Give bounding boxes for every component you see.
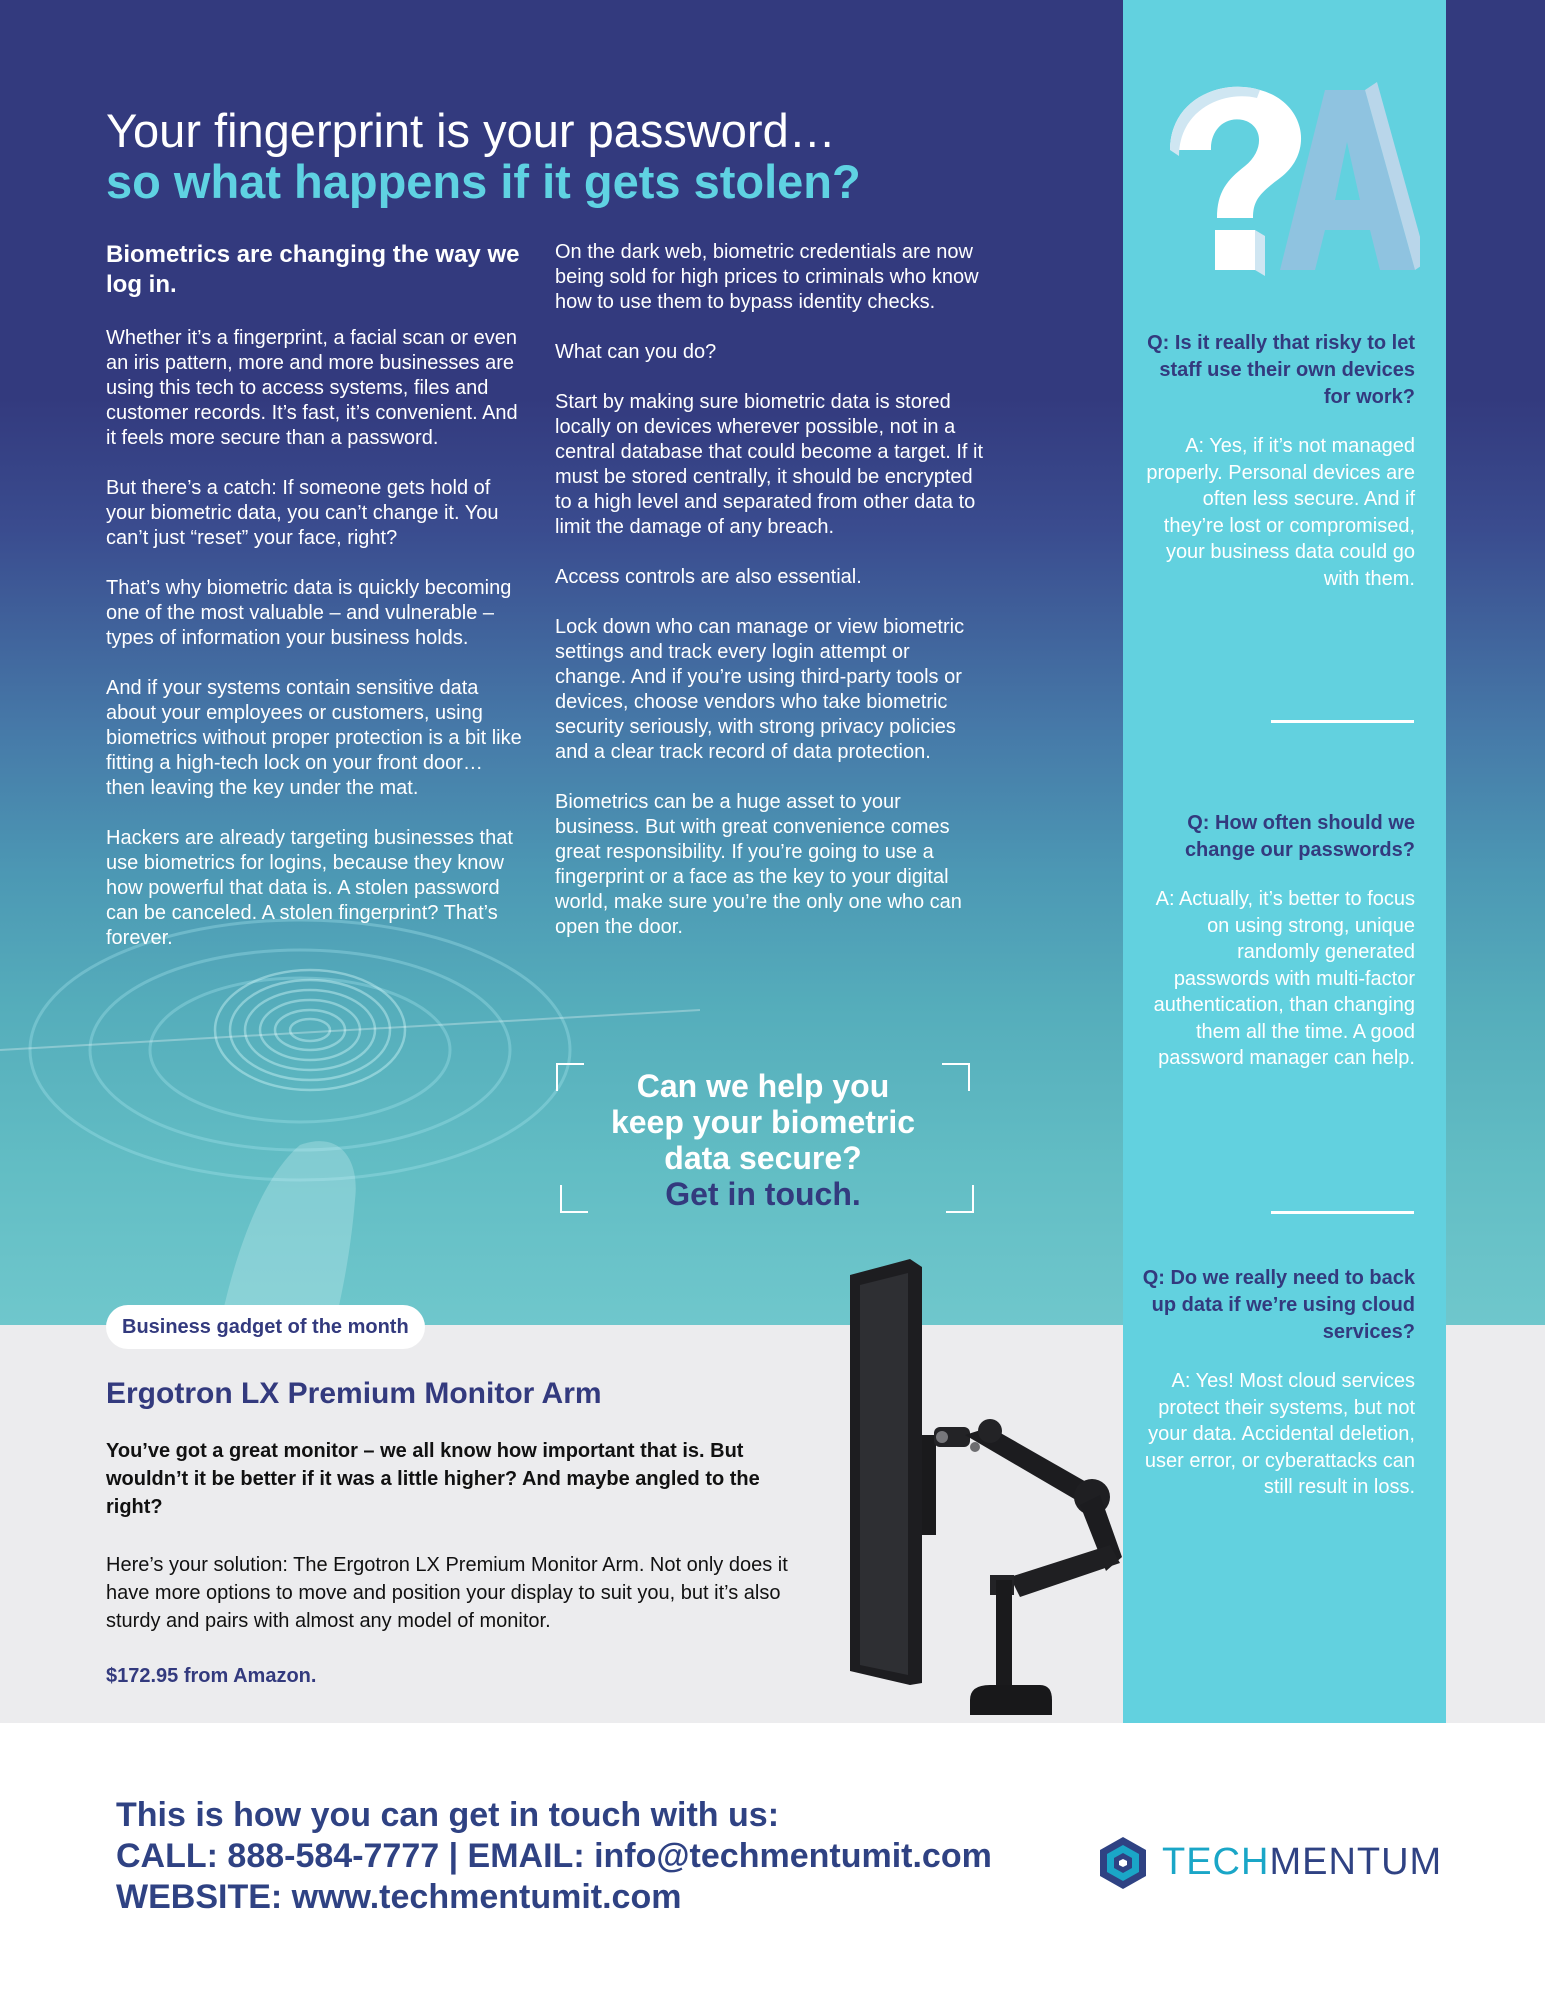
qa-divider [1271, 1211, 1414, 1214]
gadget-title: Ergotron LX Premium Monitor Arm [106, 1377, 602, 1410]
contact-block [116, 1795, 1066, 1918]
paragraph: On the dark web, biometric credentials are now being sold for high prices to criminals who know how to use them to bypass identity checks. [555, 241, 979, 313]
brand-name [1162, 1841, 1442, 1884]
article-column-1 [106, 240, 526, 976]
paragraph: Whether it’s a fingerprint, a facial scan or even an iris pattern, more and more businesses are using this tech to access systems, files and customer records. It’s fast, it’s convenient. And it feels more secure than a password. [106, 327, 518, 449]
headline [106, 105, 1106, 207]
gadget-lead: You’ve got a great monitor – we all know how important that is. But wouldn’t it be better if it was a little higher? And maybe angled to the right? [106, 1440, 760, 1518]
cta-text [556, 1068, 970, 1212]
headline-line-1: Your fingerprint is your password… [106, 104, 836, 157]
get-in-touch-link[interactable]: Get in touch. [665, 1176, 861, 1212]
qa-logo-icon [1165, 80, 1420, 280]
qa-question: Q: Do we really need to back up data if we’re using cloud services? [1142, 1267, 1415, 1343]
qa-item [1140, 330, 1415, 592]
article-intro: Biometrics are changing the way we log in. [106, 241, 520, 298]
paragraph: And if your systems contain sensitive data about your employees or customers, using biometrics without proper protection is a bit like fitting a high-tech lock on your front door… then leaving the key under the mat. [106, 677, 522, 799]
brand-part-1: TECH [1162, 1841, 1270, 1883]
brand-part-2: MENTUM [1269, 1841, 1443, 1883]
paragraph: But there’s a catch: If someone gets hold of your biometric data, you can’t change it. You can’t just “reset” your face, right? [106, 477, 499, 549]
cta-box [556, 1063, 970, 1213]
qa-answer: A: Actually, it’s better to focus on using strong, unique randomly generated passwords with multi-factor authentication, than changing them all the time. A good password manager can help. [1153, 888, 1415, 1069]
paragraph: Start by making sure biometric data is stored locally on devices wherever possible, not in a central database that could become a target. If it must be stored centrally, it should be encrypted to a high level and separated from other data to limit the damage of any breach. [555, 391, 984, 538]
techmentum-logo-icon [1095, 1835, 1151, 1891]
gadget-badge: Business gadget of the month [106, 1305, 425, 1349]
paragraph: Hackers are already targeting businesses that use biometrics for logins, because they know how powerful that data is. A stolen password can be canceled. A stolen fingerprint? That’s forever. [106, 827, 513, 949]
qa-item [1140, 1265, 1415, 1501]
cta-line: keep your biometric [610, 1104, 916, 1140]
qa-answer: A: Yes! Most cloud services protect their systems, but not your data. Accidental deletion, user error, or cyberattacks can still result in loss. [1144, 1370, 1415, 1498]
contact-website[interactable]: WEBSITE: www.techmentumit.com [116, 1878, 682, 1916]
qa-item [1140, 810, 1415, 1072]
paragraph: Access controls are also essential. [555, 566, 862, 588]
qa-question: Q: Is it really that risky to let staff use their own devices for work? [1147, 332, 1415, 408]
qa-answer: A: Yes, if it’s not managed properly. Personal devices are often less secure. And if they’re lost or compromised, your business data could go with them. [1146, 435, 1415, 590]
paragraph: What can you do? [555, 341, 717, 363]
article-column-2 [555, 240, 985, 965]
cta-line: Can we help you [636, 1068, 890, 1104]
paragraph: That’s why biometric data is quickly becoming one of the most valuable – and vulnerable – types of information your business holds. [106, 577, 512, 649]
paragraph: Lock down who can manage or view biometric settings and track every login attempt or change. And if you’re using third-party tools or devices, choose vendors who take biometric security seriously, with strong privacy policies and a clear track record of data protection. [555, 616, 965, 763]
contact-phone-email[interactable]: CALL: 888-584-7777 | EMAIL: info@techmentumit.com [116, 1837, 992, 1875]
qa-question: Q: How often should we change our passwords? [1184, 812, 1415, 861]
contact-heading: This is how you can get in touch with us: [116, 1796, 780, 1834]
techmentum-logo [1095, 1835, 1443, 1891]
gadget-body: Here’s your solution: The Ergotron LX Premium Monitor Arm. Not only does it have more options to move and position your display to suit you, but it’s also sturdy and pairs with almost any model of monitor. [106, 1554, 788, 1632]
headline-line-2: so what happens if it gets stolen? [106, 155, 861, 208]
paragraph: Biometrics can be a huge asset to your business. But with great convenience comes great responsibility. If you’re going to use a fingerprint or a face as the key to your digital world, make sure you’re the only one who can open the door. [555, 791, 962, 938]
qa-divider [1271, 720, 1414, 723]
cta-line: data secure? [664, 1140, 862, 1176]
gadget-price: $172.95 from Amazon. [106, 1665, 317, 1687]
